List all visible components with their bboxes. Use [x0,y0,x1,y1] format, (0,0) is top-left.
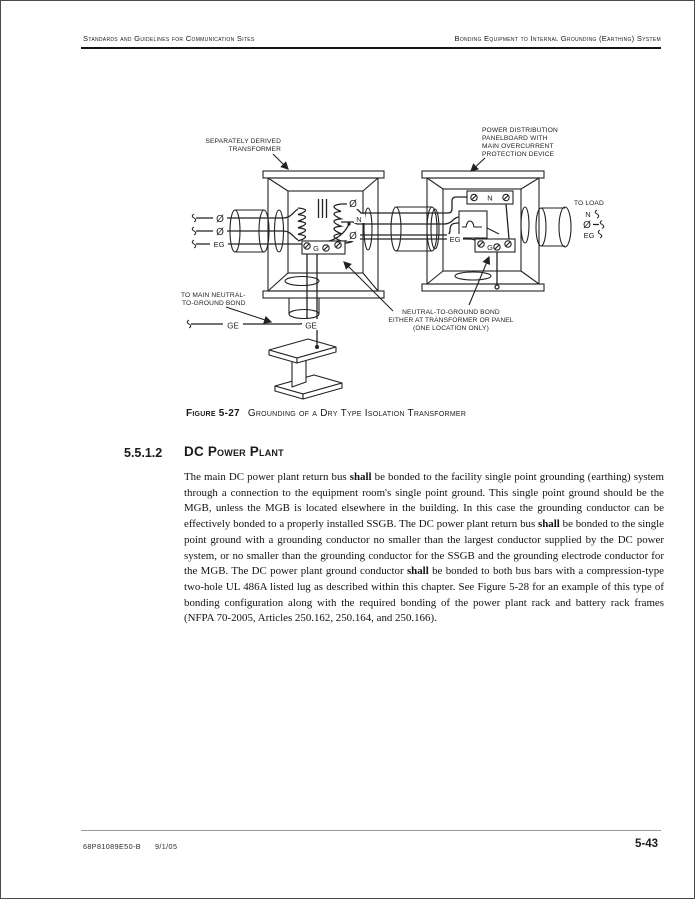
arrow-to-panelboard [471,158,485,171]
arrow-to-transformer [273,154,288,169]
panel-neutral-bar-label: N [487,193,493,203]
panelboard-callout-line3: MAIN OVERCURRENT [482,143,554,150]
wire-end-terminal [495,285,499,289]
panel-neutral-ground-bond [506,204,509,239]
input-phase-label: Ø [216,227,224,238]
bond-to-steel-dot [315,345,319,349]
input-eg-label: EG [213,240,225,249]
footer-doc-info [83,842,177,851]
header-right-title: Bonding Equipment to Internal Grounding (Earthing) System [454,34,661,43]
callout-labels [181,127,558,332]
primary-coil [298,208,306,241]
bottom-knockout [285,277,319,286]
footer-page-number: 5-43 [634,838,658,850]
transformer-windings [298,199,341,241]
input-phase-label: Ø [216,214,224,225]
wall-knockout [521,207,529,243]
neutral-ground-bond-callout-line1: NEUTRAL-TO-GROUND BOND [402,309,500,316]
header-rule [81,47,661,49]
section-title: DC Power Plant [184,444,284,459]
ground-conduit-stub [289,298,319,319]
wire-break-mark [187,320,191,328]
to-load-block [574,200,604,240]
figure-caption [186,408,466,419]
load-neutral-label: N [585,210,591,219]
wire-break-mark [192,240,196,248]
wire-break-mark [192,214,196,222]
figure-caption-title: Grounding of a Dry Type Isolation Transformer [247,408,467,419]
junction-dot [347,222,350,225]
panelboard-callout-line4: PROTECTION DEVICE [482,151,555,158]
output-conduit [536,207,571,247]
neutral-ground-bond-callout-line2: EITHER AT TRANSFORMER OR PANEL [388,317,514,324]
load-phase-label: Ø [583,220,591,231]
section-number: 5.5.1.2 [124,446,163,460]
transformer-ground-bar-label: G [313,244,319,253]
panel-ground-bar-label: G [487,243,493,252]
wall-knockout [364,208,372,250]
ge-label: GE [305,321,317,331]
footer-doc-number: 68P81089E50-B [83,842,141,851]
footer-date: 9/1/05 [154,842,178,851]
transformer-callout-line1: SEPARATELY DERIVED [205,138,281,145]
panel-neutral-bar [467,191,513,204]
secondary-phase-label: Ø [349,199,357,210]
wire-break-mark [192,227,196,235]
neutral-ground-bond-callout-line3: (ONE LOCATION ONLY) [413,325,489,332]
secondary-neutral-label: N [356,215,362,224]
wire-break-mark [598,230,602,238]
transformer-ground-bar [302,241,345,254]
circuit-breaker [459,211,499,238]
bottom-knockout [455,272,491,280]
ge-label: GE [227,321,239,331]
to-main-bond-callout-line2: TO-GROUND BOND [182,300,246,307]
header-left-title: Standards and Guidelines for Communication Sites [83,34,255,43]
wire-break-mark [595,210,599,218]
primary-lead [283,231,298,240]
wire-break-mark [600,221,604,229]
figure-5-27-diagram [1,113,695,411]
wall-knockout [431,209,439,249]
panel-phase-wire [444,223,459,235]
panelboard-callout-line1: POWER DISTRIBUTION [482,127,558,134]
section-body-paragraph: The main DC power plant return bus shall be bonded to the facility single point grounding (earthing) system through a connection to the equipment room's single point ground. This single point ground should be the MGB, unless the MGB is located elsewhere in the building. In this case the grounding conductor can be effectively bonded to a properly installed SSGB. The DC power plant return bus shall be bonded to the single point ground with a grounding conductor no smaller than the largest conductor supplied by the DC power system, or no smaller than the grounding conductor for the SSGB and the grounding electrode conductor for the MGB. The DC power plant ground conductor shall be bonded to both bus bars with a compression-type two-hole UL 486A listed lug as described within this chapter. See Figure 5-28 for an example of this type of bonding configuration along with the required bonding of the power plant rack and battery rack frames (NFPA 70-2005, Articles 250.162, 250.164, and 250.166). [184,471,664,625]
to-load-label: TO LOAD [574,200,604,207]
breaker-switch-blade [487,228,499,234]
secondary-phase-label: Ø [349,231,357,242]
panelboard-callout-line2: PANELBOARD WITH [482,135,548,142]
load-eg-label: EG [583,231,595,240]
transformer-callout-line2: TRANSFORMER [228,146,281,153]
footer-rule [81,830,661,831]
arrow-to-panel-ground-bar [469,257,489,305]
arrow-to-transformer-ground-bar [344,262,393,311]
panel-ground-bar [475,239,515,252]
steel-i-beam [269,339,342,399]
to-main-bond-callout-line1: TO MAIN NEUTRAL- [181,292,246,299]
panel-eg-label: EG [449,235,461,244]
primary-lead [283,209,298,218]
figure-caption-label: Figure 5-27 [186,408,240,419]
